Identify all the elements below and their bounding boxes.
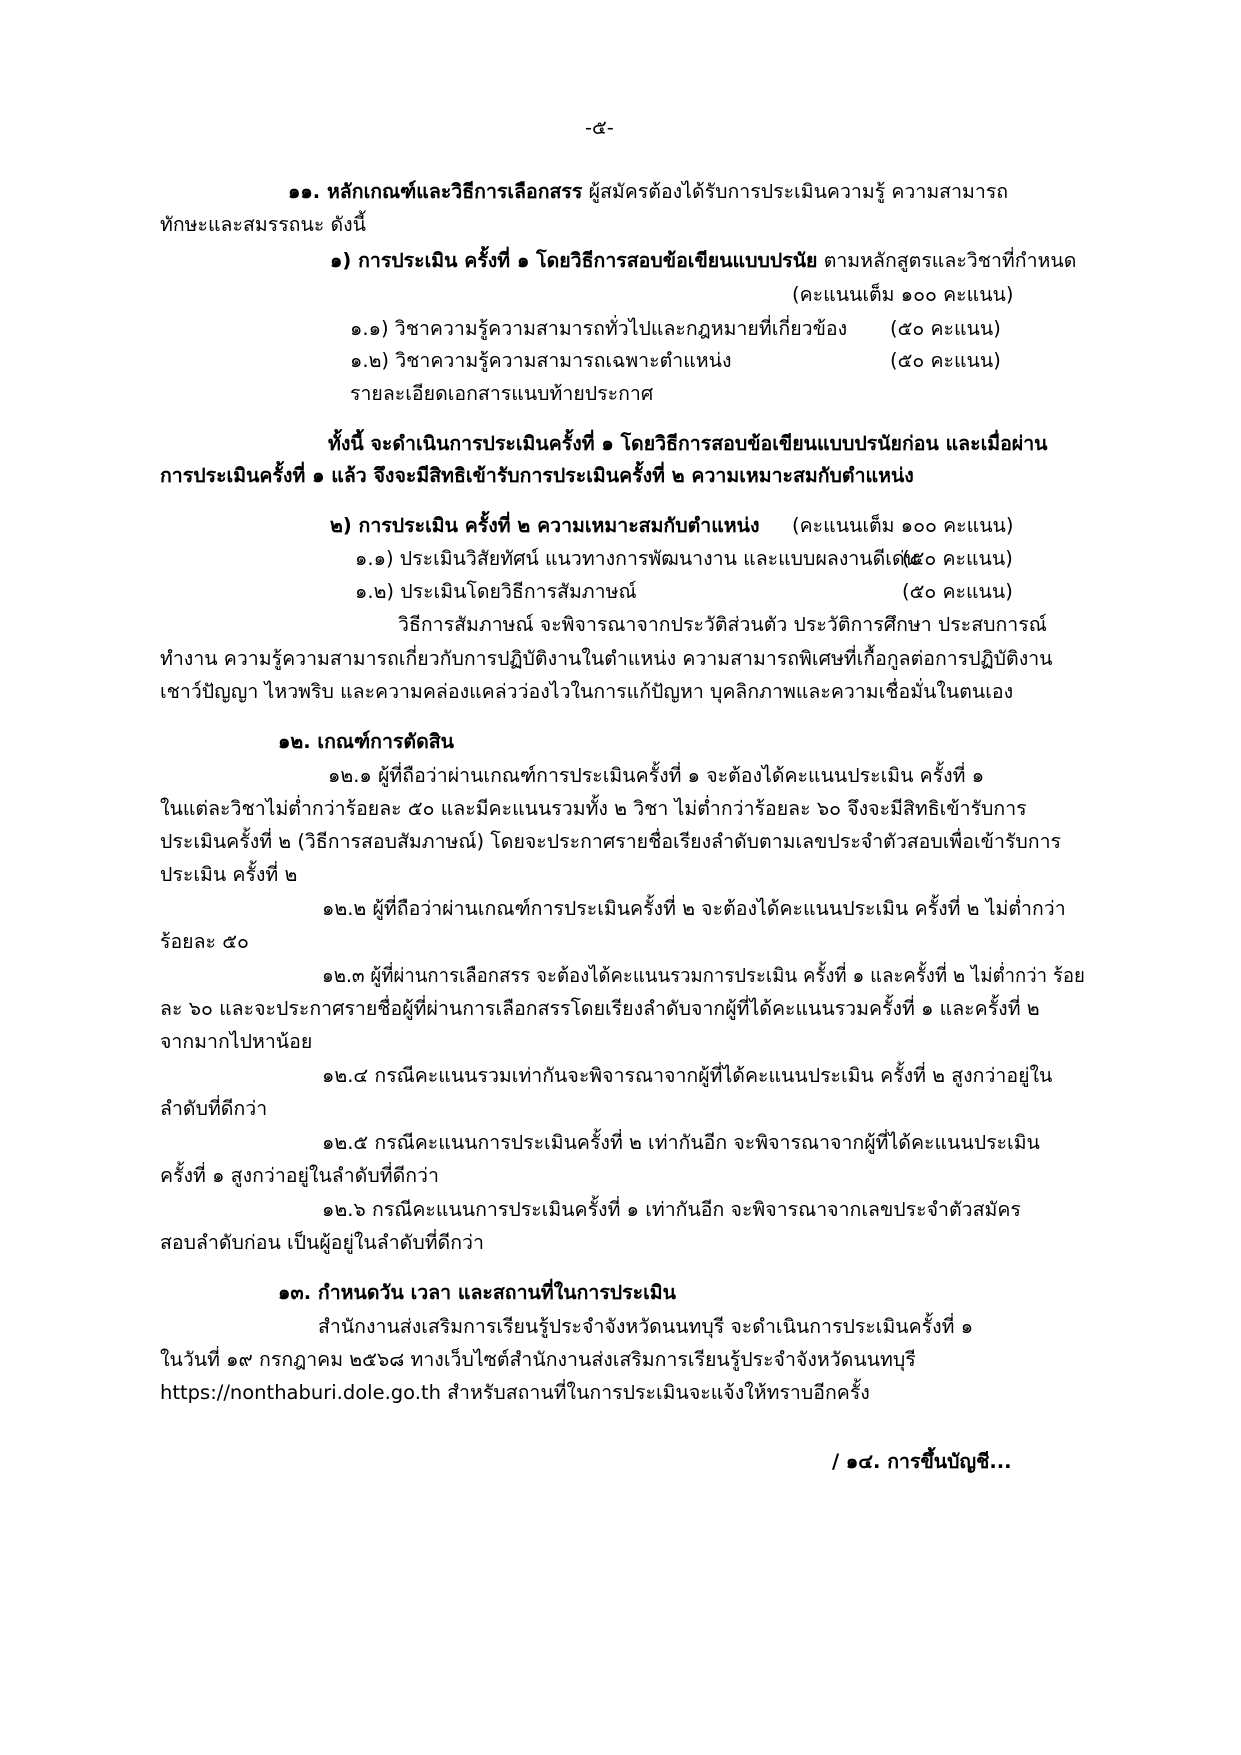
criterion-5-line-2: ครั้งที่ ๑ สูงกว่าอยู่ในลำดับที่ดีกว่า — [160, 1164, 439, 1187]
round-1-item-1-score: (๕๐ คะแนน) — [890, 317, 1001, 340]
section-13-heading: ๑๓. กำหนดวัน เวลา และสถานที่ในการประเมิน — [278, 1281, 676, 1304]
page-number: -๕- — [585, 116, 614, 139]
section-11-heading: ๑๑. หลักเกณฑ์และวิธีการเลือกสรร — [288, 180, 583, 203]
continuation-note: / ๑๔. การขึ้นบัญชี... — [832, 1450, 1012, 1473]
criterion-1-line-2: ในแต่ละวิชาไม่ต่ำกว่าร้อยละ ๕๐ และมีคะแนนรวมทั้ง ๒ วิชา ไม่ต่ำกว่าร้อยละ ๖๐ จึงจะมีสิทธิเข้ารับการ — [160, 797, 1027, 820]
round-1-line — [330, 247, 1076, 275]
round-2-item-1-score: (๕๐ คะแนน) — [902, 547, 1013, 570]
section-12-heading: ๑๒. เกณฑ์การตัดสิน — [278, 730, 454, 753]
criterion-3-line-2: ละ ๖๐ และจะประกาศรายชื่อผู้ที่ผ่านการเลือกสรรโดยเรียงลำดับจากผู้ที่ได้คะแนนรวมครั้งที่ ๑ และครั้งที่ ๒ — [160, 997, 1040, 1020]
round-1-item-1: ๑.๑) วิชาความรู้ความสามารถทั่วไปและกฎหมายที่เกี่ยวข้อง — [350, 317, 848, 340]
section-11-intro-line1 — [288, 178, 1008, 206]
criterion-3-line-1: ๑๒.๓ ผู้ที่ผ่านการเลือกสรร จะต้องได้คะแนนรวมการประเมิน ครั้งที่ ๑ และครั้งที่ ๒ ไม่ต่ำกว่า ร้อย — [322, 964, 1085, 987]
criterion-4-line-2: ลำดับที่ดีกว่า — [160, 1097, 268, 1120]
criterion-3-line-3: จากมากไปหาน้อย — [160, 1030, 313, 1053]
round-1-title: ๑) การประเมิน ครั้งที่ ๑ โดยวิธีการสอบข้อเขียนแบบปรนัย — [330, 249, 818, 272]
round-2-title: ๒) การประเมิน ครั้งที่ ๒ ความเหมาะสมกับตำแหน่ง — [330, 514, 760, 537]
round-2-item-2: ๑.๒) ประเมินโดยวิธีการสัมภาษณ์ — [355, 580, 637, 603]
round-1-item-2: ๑.๒) วิชาความรู้ความสามารถเฉพาะตำแหน่ง — [350, 349, 732, 372]
round-1-note: รายละเอียดเอกสารแนบท้ายประกาศ — [350, 382, 654, 405]
criterion-6-line-1: ๑๒.๖ กรณีคะแนนการประเมินครั้งที่ ๑ เท่ากันอีก จะพิจารณาจากเลขประจำตัวสมัคร — [322, 1198, 1021, 1221]
criterion-2-line-1: ๑๒.๒ ผู้ที่ถือว่าผ่านเกณฑ์การประเมินครั้งที่ ๒ จะต้องได้คะแนนประเมิน ครั้งที่ ๒ ไม่ต่ำกว่า — [322, 897, 1066, 920]
round-2-item-2-score: (๕๐ คะแนน) — [902, 580, 1013, 603]
schedule-line-3: https://nonthaburi.dole.go.th สำหรับสถานที่ในการประเมินจะแจ้งให้ทราบอีกครั้ง — [160, 1381, 870, 1404]
section-11-intro-line2: ทักษะและสมรรถนะ ดังนี้ — [160, 213, 367, 236]
schedule-line-2: ในวันที่ ๑๙ กรกฎาคม ๒๕๖๘ ทางเว็บไซต์สำนักงานส่งเสริมการเรียนรู้ประจำจังหวัดนนทบุรี — [160, 1348, 916, 1371]
criterion-1-line-4: ประเมิน ครั้งที่ ๒ — [160, 863, 298, 886]
interview-line-3: เชาว์ปัญญา ไหวพริบ และความคล่องแคล่วว่องไวในการแก้ปัญหา บุคลิกภาพและความเชื่อมั่นในตนเอง — [160, 680, 1014, 703]
round-2-item-1: ๑.๑) ประเมินวิสัยทัศน์ แนวทางการพัฒนางาน และแบบผลงานดีเด่น — [355, 547, 918, 570]
criterion-1-line-3: ประเมินครั้งที่ ๒ (วิธีการสอบสัมภาษณ์) โดยจะประกาศรายชื่อเรียงลำดับตามเลขประจำตัวสอบเพื่อเข้ารับการ — [160, 830, 1062, 853]
round-1-full-score: (คะแนนเต็ม ๑๐๐ คะแนน) — [792, 283, 1014, 306]
interview-line-1: วิธีการสัมภาษณ์ จะพิจารณาจากประวัติส่วนตัว ประวัติการศึกษา ประสบการณ์ — [398, 613, 1047, 636]
criterion-6-line-2: สอบลำดับก่อน เป็นผู้อยู่ในลำดับที่ดีกว่า — [160, 1231, 484, 1254]
criterion-5-line-1: ๑๒.๕ กรณีคะแนนการประเมินครั้งที่ ๒ เท่ากันอีก จะพิจารณาจากผู้ที่ได้คะแนนประเมิน — [322, 1131, 1040, 1154]
section-11-intro-text: ผู้สมัครต้องได้รับการประเมินความรู้ ความสามารถ — [588, 180, 1009, 203]
criterion-2-line-2: ร้อยละ ๕๐ — [160, 930, 249, 953]
round-1-method: ตามหลักสูตรและวิชาที่กำหนด — [823, 249, 1077, 272]
schedule-line-1: สำนักงานส่งเสริมการเรียนรู้ประจำจังหวัดนนทบุรี จะดำเนินการประเมินครั้งที่ ๑ — [318, 1315, 974, 1338]
round-1-item-2-score: (๕๐ คะแนน) — [890, 349, 1001, 372]
criterion-4-line-1: ๑๒.๔ กรณีคะแนนรวมเท่ากันจะพิจารณาจากผู้ที่ได้คะแนนประเมิน ครั้งที่ ๒ สูงกว่าอยู่ใน — [322, 1064, 1053, 1087]
interview-line-2: ทำงาน ความรู้ความสามารถเกี่ยวกับการปฏิบัติงานในตำแหน่ง ความสามารถพิเศษที่เกื้อกูลต่อการปฏิบัติงาน — [160, 647, 1053, 670]
condition-line-1: ทั้งนี้ จะดำเนินการประเมินครั้งที่ ๑ โดยวิธีการสอบข้อเขียนแบบปรนัยก่อน และเมื่อผ่าน — [328, 432, 1048, 455]
round-2-full-score: (คะแนนเต็ม ๑๐๐ คะแนน) — [792, 514, 1014, 537]
condition-line-2: การประเมินครั้งที่ ๑ แล้ว จึงจะมีสิทธิเข้ารับการประเมินครั้งที่ ๒ ความเหมาะสมกับตำแหน่ง — [160, 464, 914, 487]
criterion-1-line-1: ๑๒.๑ ผู้ที่ถือว่าผ่านเกณฑ์การประเมินครั้งที่ ๑ จะต้องได้คะแนนประเมิน ครั้งที่ ๑ — [328, 764, 985, 787]
